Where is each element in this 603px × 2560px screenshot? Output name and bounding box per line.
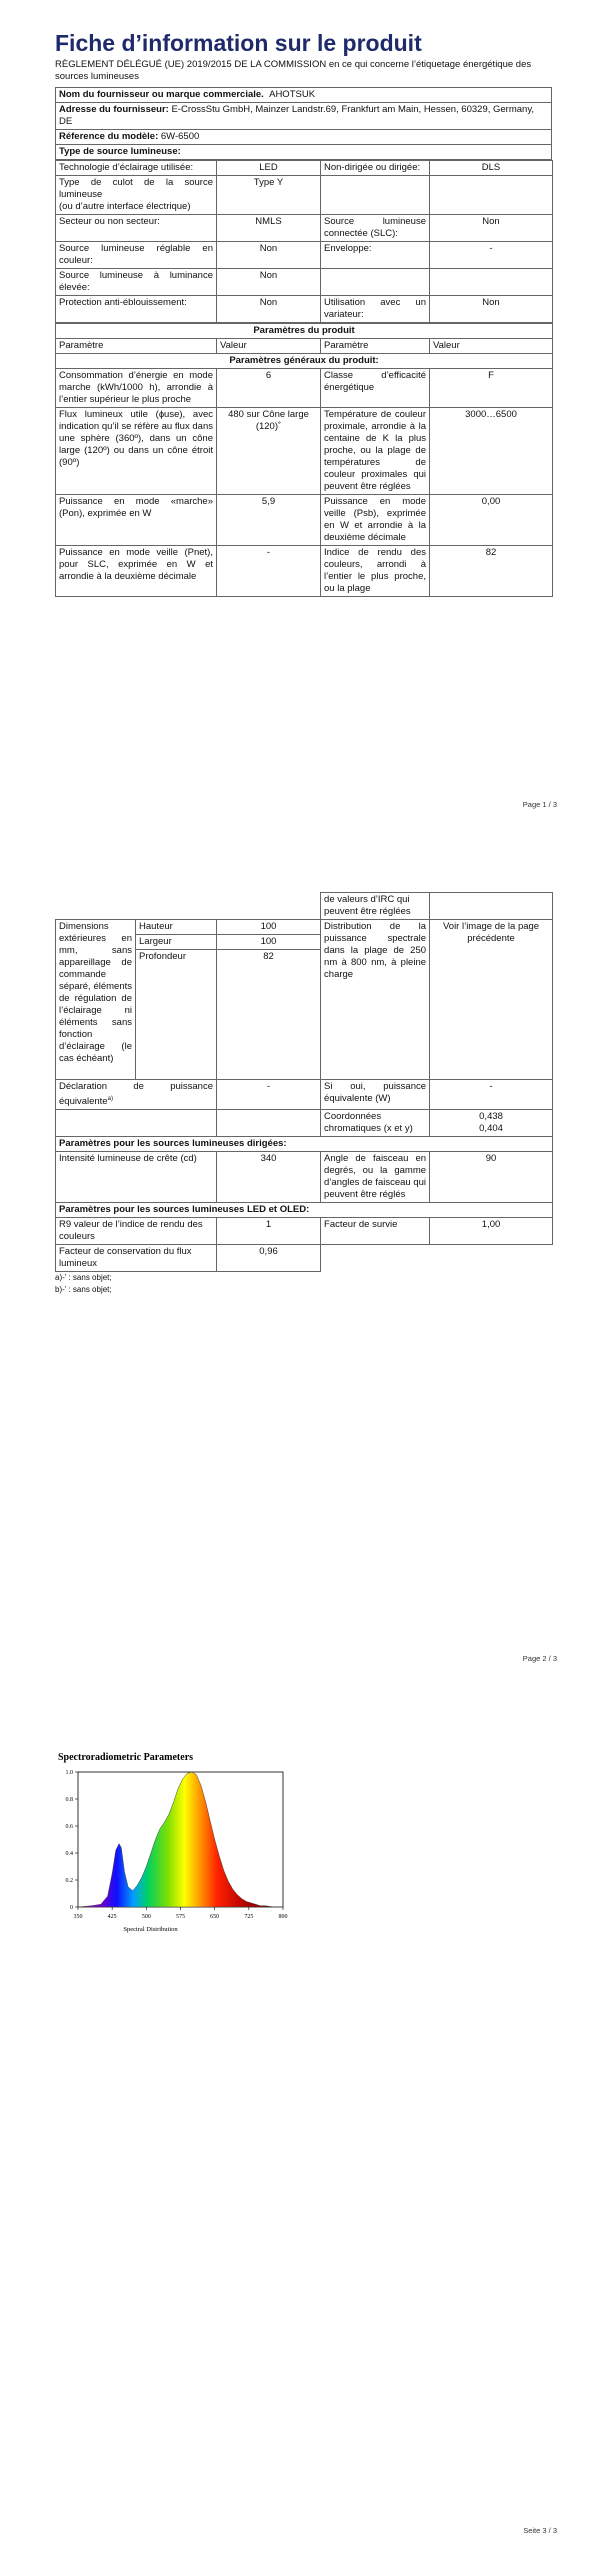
dimensions-label: Dimensions extérieures en mm, sans appareillage de commande séparé, éléments de régulation de l’éclairage ni éléments sans fonction d’éclairage (le cas échéant) [56, 920, 136, 1080]
source-param-value: Non [430, 215, 553, 242]
params-header-value: Valeur [217, 339, 321, 354]
led-title: Paramètres pour les sources lumineuses LED et OLED: [56, 1203, 553, 1218]
equiv-w-value: - [430, 1080, 553, 1110]
source-param-label: Type de culot de la source lumineuse (ou d’autre interface électrique) [56, 176, 217, 215]
source-param-value: Non [217, 269, 321, 296]
general-title: Paramètres généraux du produit: [56, 354, 553, 369]
table-row [56, 495, 553, 546]
dim-height-value: 100 [217, 920, 321, 935]
y-tick-label: 1.0 [65, 1770, 73, 1776]
beam-value: 90 [430, 1152, 553, 1203]
dim-depth-label: Profondeur [136, 950, 217, 1080]
y-tick-label: 0.2 [65, 1878, 73, 1884]
survival-value: 1,00 [430, 1218, 553, 1245]
source-param-label: Enveloppe: [321, 242, 430, 269]
x-tick-label: 575 [176, 1914, 185, 1920]
source-param-value [430, 269, 553, 296]
directed-title: Paramètres pour les sources lumineuses dirigées: [56, 1137, 553, 1152]
table-row [56, 1110, 553, 1137]
identity-table [55, 87, 552, 160]
x-tick-label: 800 [278, 1914, 288, 1920]
section-source-type: Type de source lumineuse: [56, 145, 552, 160]
y-tick-label: 0 [70, 1905, 73, 1911]
chroma-value: 0,438 0,404 [430, 1110, 553, 1137]
x-tick-label: 425 [107, 1914, 117, 1920]
equiv-label: Déclaration de puissance équivalente$^{a)}$ [56, 1080, 217, 1110]
params-title: Paramètres du produit [56, 324, 553, 339]
cct-value: 3000…6500 [430, 408, 553, 495]
page-number: Seite 3 / 3 [523, 2526, 557, 2535]
source-param-label: Utilisation avec un variateur: [321, 296, 430, 323]
source-param-value: DLS [430, 161, 553, 176]
parameters-table-cont [55, 892, 553, 1272]
source-param-value: NMLS [217, 215, 321, 242]
flux-value: 480 sur Cône large (120)˚ [217, 408, 321, 495]
source-param-label: Protection anti-éblouissement: [56, 296, 217, 323]
source-param-label: Source lumineuse à luminance élevée: [56, 269, 217, 296]
net-standby-value: - [217, 546, 321, 597]
page-3 [0, 1720, 603, 2560]
document-body [55, 892, 552, 1296]
source-param-label: Non-dirigée ou dirigée: [321, 161, 430, 176]
chroma-label: Coordonnées chromatiques (x et y) [321, 1110, 430, 1137]
x-tick-label: 725 [244, 1914, 254, 1920]
x-axis-label: Spectral Distribution [123, 1926, 178, 1933]
table-row [56, 546, 553, 597]
source-param-value: LED [217, 161, 321, 176]
source-param-value: Type Y [217, 176, 321, 215]
y-tick-label: 0.6 [65, 1824, 73, 1830]
regulation-text: RÈGLEMENT DÉLÉGUÉ (UE) 2019/2015 DE LA COMMISSION en ce qui concerne l’étiquetage énergétique des sources lumineuses [55, 59, 532, 82]
source-param-value [430, 176, 553, 215]
spectral-value: Voir l’image de la page précédente [430, 920, 553, 1080]
dim-width-value: 100 [217, 935, 321, 950]
dim-height-label: Hauteur [136, 920, 217, 935]
net-standby-label: Puissance en mode veille (Pnet), pour SLC, exprimée en W et arrondie à la deuxième décimale [56, 546, 217, 597]
beam-label: Angle de faisceau en degrés, ou la gamme d’angles de faisceau qui peuvent être réglés [321, 1152, 430, 1203]
source-param-value: Non [217, 242, 321, 269]
source-param-value: - [430, 242, 553, 269]
equiv-value: - [217, 1080, 321, 1110]
energy-label: Consommation d’énergie en mode marche (kWh/1000 h), arrondie à l’entier supérieur le plus proche [56, 369, 217, 408]
address-row: Adresse du fournisseur: E-CrossStu GmbH, Mainzer Landstr.69, Frankfurt am Main, Hessen, 60329, Germany, DE [56, 103, 552, 130]
efficiency-value: F [430, 369, 553, 408]
table-row [56, 1218, 553, 1245]
on-power-value: 5,9 [217, 495, 321, 546]
dim-depth-value: 82 [217, 950, 321, 1080]
cri-continuation: de valeurs d’IRC qui peuvent être réglées [321, 893, 430, 920]
survival-label: Facteur de survie [321, 1218, 430, 1245]
document-body [55, 30, 552, 597]
source-param-label [321, 269, 430, 296]
cri-label: Indice de rendu des couleurs, arrondi à l’entier le plus proche, ou la plage [321, 546, 430, 597]
table-row [56, 920, 553, 935]
y-tick-label: 0.8 [65, 1797, 73, 1803]
table-row [56, 408, 553, 495]
source-param-label: Source lumineuse connectée (SLC): [321, 215, 430, 242]
equiv-w-label: Si oui, puissance équivalente (W) [321, 1080, 430, 1110]
parameters-table [55, 323, 553, 597]
page-number: Page 2 / 3 [522, 1654, 557, 1663]
dim-width-label: Largeur [136, 935, 217, 950]
model-row: Réference du modèle: 6W-6500 [56, 130, 552, 145]
cri-value: 82 [430, 546, 553, 597]
params-header-param: Paramètre [56, 339, 217, 354]
x-tick-label: 650 [210, 1914, 220, 1920]
chart-title: Spectroradiometric Parameters [58, 1752, 194, 1763]
cct-label: Température de couleur proximale, arrondie à la centaine de K la plus proche, ou la plage de températures de couleur proximales qui peuvent être réglées [321, 408, 430, 495]
x-tick-label: 350 [73, 1914, 83, 1920]
params-header-param: Paramètre [321, 339, 430, 354]
source-param-value: Non [430, 296, 553, 323]
flux-maint-label: Facteur de conservation du flux lumineux [56, 1245, 217, 1272]
x-tick-label: 500 [141, 1914, 151, 1920]
flux-maint-value: 0,96 [217, 1245, 321, 1272]
table-row [56, 1080, 553, 1110]
params-header-value: Valeur [430, 339, 553, 354]
supplier-row: Nom du fournisseur ou marque commerciale. AHOTSUK [56, 88, 552, 103]
source-param-label: Technologie d’éclairage utilisée: [56, 161, 217, 176]
table-row [56, 161, 553, 176]
page-number: Page 1 / 3 [522, 800, 557, 809]
source-param-label [321, 176, 430, 215]
page-title: Fiche d’information sur le produit [55, 30, 422, 56]
source-param-label: Secteur ou non secteur: [56, 215, 217, 242]
source-param-value: Non [217, 296, 321, 323]
r9-label: R9 valeur de l’indice de rendu des couleurs [56, 1218, 217, 1245]
r9-value: 1 [217, 1218, 321, 1245]
y-tick-label: 0.4 [65, 1851, 73, 1857]
energy-value: 6 [217, 369, 321, 408]
spectral-chart [58, 1750, 298, 1950]
table-row [56, 369, 553, 408]
source-param-label: Source lumineuse réglable en couleur: [56, 242, 217, 269]
table-row [56, 215, 553, 242]
peak-value: 340 [217, 1152, 321, 1203]
table-row [56, 176, 553, 215]
source-type-table [55, 160, 553, 323]
page-1 [0, 0, 603, 820]
spectral-label: Distribution de la puissance spectrale dans la plage de 250 nm à 800 nm, à pleine charge [321, 920, 430, 1080]
table-row [56, 1245, 553, 1272]
peak-label: Intensité lumineuse de crête (cd) [56, 1152, 217, 1203]
footnote-a: a)-’ : sans objet; [55, 1273, 112, 1283]
table-row [56, 269, 553, 296]
standby-label: Puissance en mode veille (Psb), exprimée en W et arrondie à la deuxième décimale [321, 495, 430, 546]
table-row [56, 1152, 553, 1203]
table-row [56, 242, 553, 269]
flux-label: Flux lumineux utile (ɸuse), avec indication qu’il se réfère au flux dans une sphère (360º), dans un cône large (120º) ou dans un cône étroit (90º) [56, 408, 217, 495]
on-power-label: Puissance en mode «marche» (Pon), exprimée en W [56, 495, 217, 546]
footnote-b: b)-’ : sans objet; [55, 1285, 112, 1295]
page-2 [0, 872, 603, 1692]
standby-value: 0,00 [430, 495, 553, 546]
efficiency-label: Classe d’efficacité énergétique [321, 369, 430, 408]
table-row [56, 296, 553, 323]
